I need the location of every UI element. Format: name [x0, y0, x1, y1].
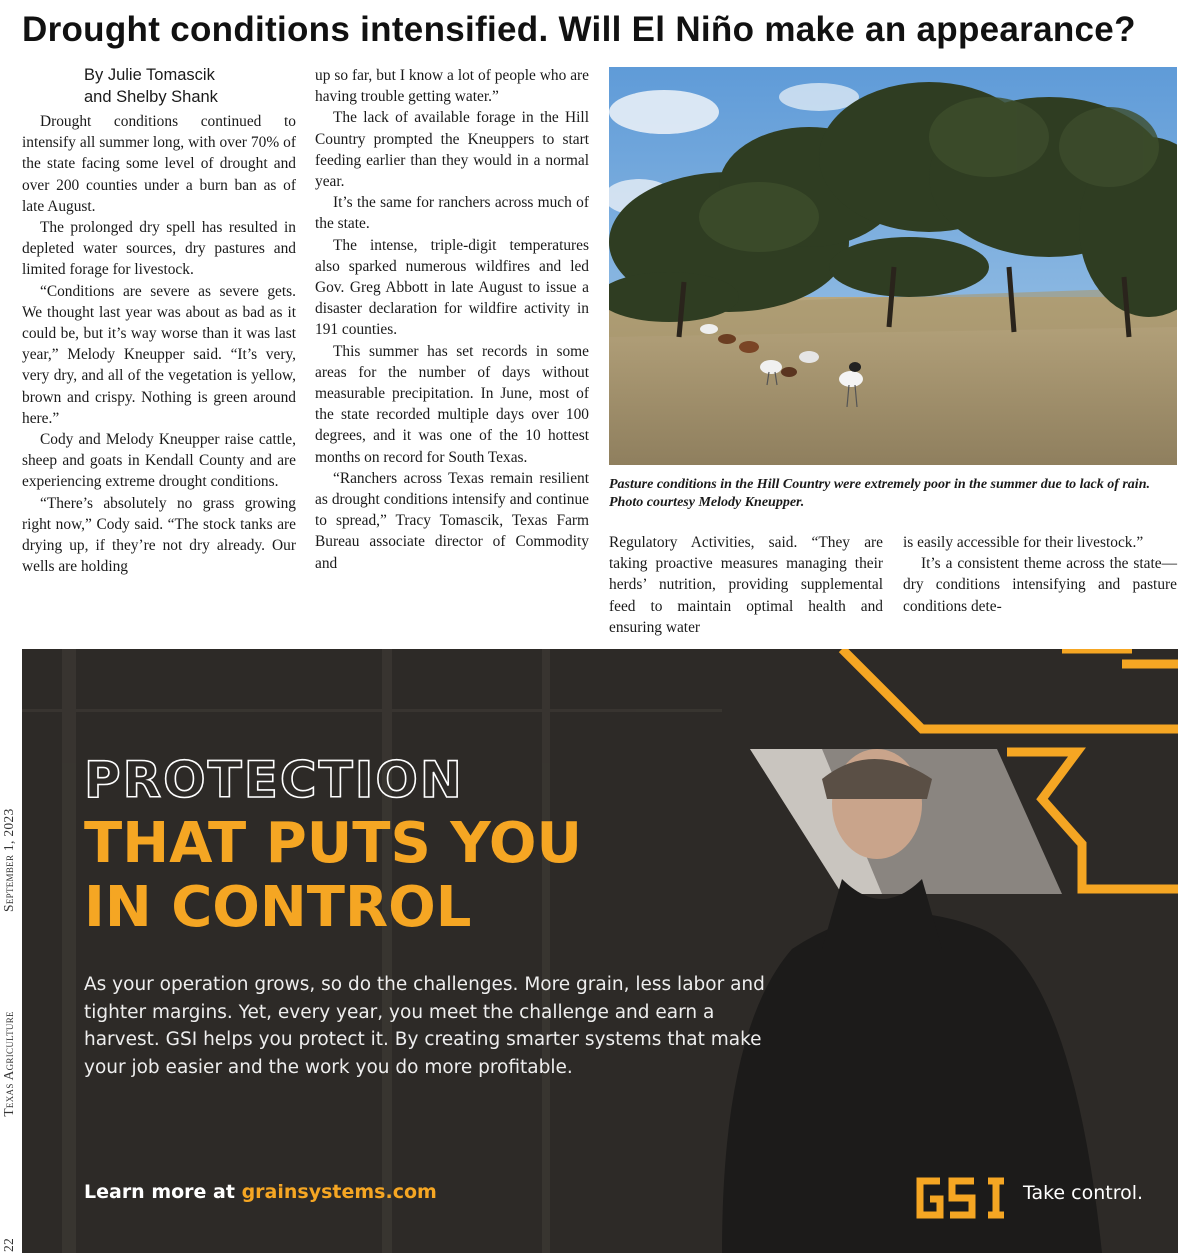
ad-headline-line-3: IN CONTROL [84, 875, 472, 940]
publication-name: Texas Agriculture [1, 1011, 16, 1117]
paragraph: It’s the same for ranchers across much of the state. [315, 194, 589, 233]
paragraph: It’s a consistent theme across the state—dry conditions intensifying and pasture conditions dete- [903, 555, 1177, 615]
ad-cta-prefix: Learn more at [84, 1181, 242, 1203]
headline: Drought conditions intensified. Will El Niño make an appearance? [22, 10, 1136, 49]
ad-headline-outline: PROTECTION [84, 751, 464, 809]
page-number: 22 [1, 1237, 16, 1252]
photo-illustration [609, 67, 1177, 465]
pasture-photo [609, 67, 1177, 465]
byline-line-1: By Julie Tomascik [84, 66, 215, 84]
gsi-logo-icon [912, 1173, 1012, 1223]
paragraph: is easily accessible for their livestock.” [903, 534, 1144, 551]
ad-body-copy: As your operation grows, so do the challenges. More grain, less labor and tighter margins. Yet, every year, you meet the challenge and earn a harvest. GSI helps you protect it. By creating smarter systems that make your job easier and the work you do more profitable. [84, 974, 765, 1078]
gsi-advertisement [22, 649, 1178, 1253]
paragraph: Regulatory Activities, said. “They are taking proactive measures managing their herds’ nutrition, providing supplemental feed to maintain optimal health and ensuring water [609, 534, 883, 636]
paragraph: The lack of available forage in the Hill Country prompted the Kneuppers to start feeding earlier than they would in a normal year. [315, 109, 589, 191]
ad-url-link[interactable]: grainsystems.com [241, 1181, 437, 1203]
ad-headline-line-2: THAT PUTS YOU [84, 811, 582, 876]
ad-headline-yellow [84, 812, 582, 940]
paragraph: “Conditions are severe as severe gets. We thought last year was about as bad as it could be, but it’s way worse than it was last year,” Melody Kneupper said. “It’s very, very dry, and all of the vegetation is yellow, brown and crispy. Nothing is green around here.” [22, 282, 296, 427]
ad-call-to-action [84, 1181, 437, 1203]
issue-date: September 1, 2023 [1, 808, 16, 912]
article-column-1 [22, 65, 296, 577]
paragraph: The intense, triple-digit temperatures also sparked numerous wildfires and led Gov. Greg Abbott in late August to issue a disaster declaration for wildfire activity in 191 counties. [315, 236, 589, 339]
paragraph: up so far, but I know a lot of people who are having trouble getting water.” [315, 67, 589, 106]
paragraph: “Ranchers across Texas remain resilient as drought conditions intensify and continue to spread,” Tracy Tomascik, Texas Farm Bureau associate director of Commodity and [315, 469, 589, 572]
ad-background-illustration [22, 649, 1178, 1253]
paragraph: Cody and Melody Kneupper raise cattle, sheep and goats in Kendall County and are experiencing extreme drought conditions. [22, 431, 296, 491]
article-column-4 [903, 532, 1177, 617]
paragraph: The prolonged dry spell has resulted in depleted water sources, dry pastures and limited forage for livestock. [22, 219, 296, 279]
article-column-3 [609, 532, 883, 638]
ad-tagline: Take control. [1023, 1182, 1144, 1204]
paragraph: This summer has set records in some areas for the number of days without measurable precipitation. In June, most of the state recorded multiple days over 100 degrees, and it was one of the 10 hottest months on record for South Texas. [315, 342, 589, 466]
byline-line-2: and Shelby Shank [84, 88, 218, 106]
page-folio [1, 808, 17, 1252]
paragraph: Drought conditions continued to intensify all summer long, with over 70% of the state facing some level of drought and over 200 counties under a burn ban as of late August. [22, 113, 296, 215]
photo-caption: Pasture conditions in the Hill Country were extremely poor in the summer due to lack of rain. Photo courtesy Melody Kneupper. [609, 477, 1150, 510]
article-column-2 [315, 65, 589, 574]
paragraph: “There’s absolutely no grass growing right now,” Cody said. “The stock tanks are drying up, if they’re not dry already. Our wells are holding [22, 494, 296, 576]
